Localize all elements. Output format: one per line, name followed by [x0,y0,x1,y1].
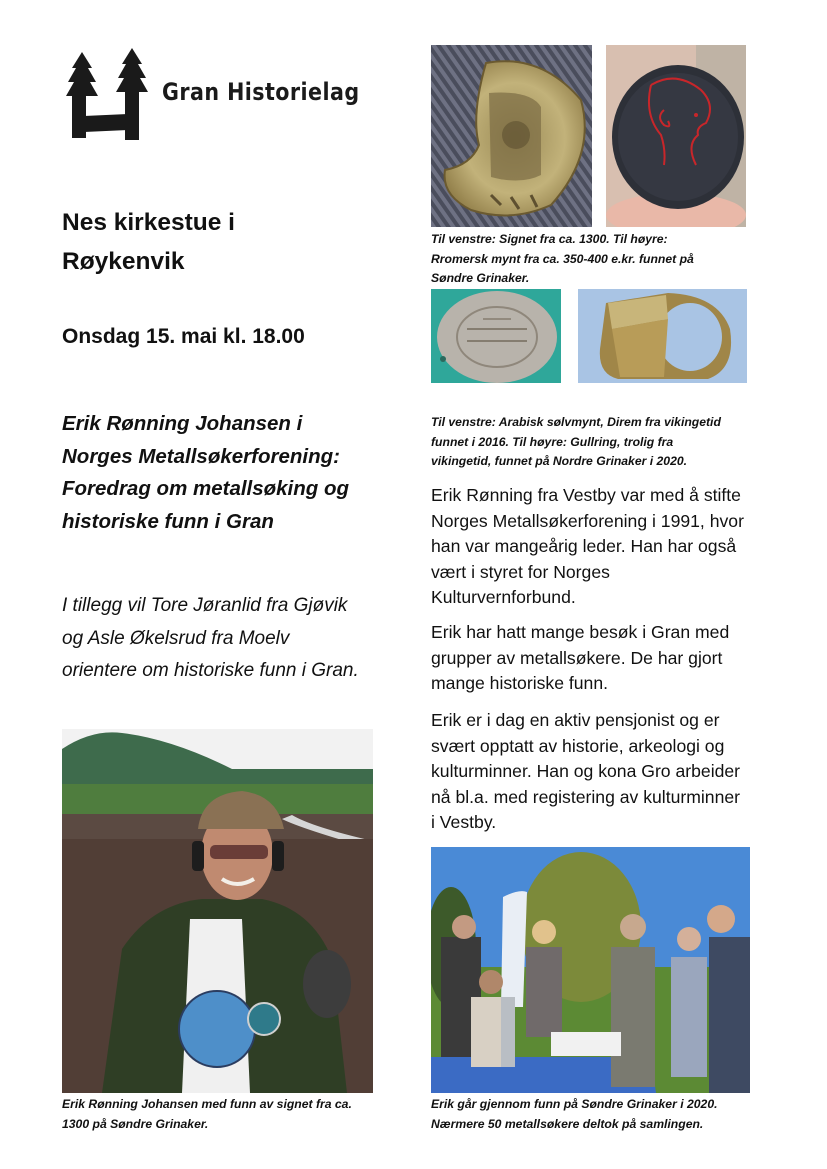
logo-text: Gran Historielag [162,78,360,106]
lecture-line: Norges Metallsøkerforening: [62,444,340,468]
logo [62,46,360,142]
extra-line: og Asle Økelsrud fra Moelv [62,627,290,649]
photo-caption [431,1095,761,1134]
bio-line: svært opptatt av historie, arkeologi og [431,735,725,756]
photo-caption [431,230,761,289]
caption-line: funnet i 2016. Til høyre: Gullring, trolig fra [431,434,674,449]
bio-paragraph [431,620,766,697]
roman-coin-photo [606,45,746,227]
bio-line: Norges Metallsøkerforening i 1991, hvor [431,510,744,531]
caption-line: 1300 på Søndre Grinaker. [62,1116,209,1131]
bio-line: nå bl.a. med registering av kulturminner [431,786,741,807]
bio-line: kulturminner. Han og kona Gro arbeider [431,761,741,781]
caption-line: vikingetid, funnet på Nordre Grinaker i 2020. [431,454,688,468]
gold-ring-photo [578,289,747,383]
two-pine-trees-h-icon [62,46,152,142]
caption-line: Rromersk mynt fra ca. 350-400 e.kr. funnet på [431,251,694,266]
lecture-line: historiske funn i Gran [62,509,274,533]
caption-line: Erik går gjennom funn på Søndre Grinaker i 2020. [431,1097,718,1111]
erik-portrait-photo [62,729,373,1093]
venue-line: Nes kirkestue i [62,209,235,236]
lecture-line: Erik Rønning Johansen i [62,412,303,435]
bio-paragraph [431,483,766,611]
caption-line: Nærmere 50 metallsøkere deltok på samlingen. [431,1116,704,1131]
event-date: Onsdag 15. mai kl. 18.00 [62,325,305,348]
caption-line: Til venstre: Arabisk sølvmynt, Direm fra vikingetid [431,415,721,429]
extra-line: I tillegg vil Tore Jøranlid fra Gjøvik [62,595,348,616]
bio-line: han var mangeårig leder. Han har også [431,536,737,556]
bio-line: Erik har hatt mange besøk i Gran med [431,622,730,642]
bio-line: vært i styret for Norges [431,561,610,582]
bio-line: grupper av metallsøkere. De har gjort [431,647,723,668]
signet-photo [431,45,592,227]
caption-line: Til venstre: Signet fra ca. 1300. Til høyre: [431,232,668,246]
bio-line: mange historiske funn. [431,673,609,693]
caption-line: Søndre Grinaker. [431,271,530,285]
bio-line: i Vestby. [431,812,497,832]
bio-line: Kulturvernforbund. [431,587,576,607]
venue-line: Røykenvik [62,248,185,275]
bio-line: Erik er i dag en aktiv pensjonist og er [431,710,720,730]
group-photo [431,847,750,1093]
lecture-line: Foredrag om metallsøking og [62,477,350,500]
photo-caption [62,1095,392,1134]
bio-paragraph [431,708,766,836]
lecture-title [62,408,392,538]
venue-heading [62,203,382,281]
photo-caption [431,413,761,472]
additional-speakers [62,590,392,688]
arabic-coin-photo [431,289,561,383]
caption-line: Erik Rønning Johansen med funn av signet fra ca. [62,1097,352,1111]
bio-line: Erik Rønning fra Vestby var med å stifte [431,485,741,505]
extra-line: orientere om historiske funn i Gran. [62,660,359,681]
